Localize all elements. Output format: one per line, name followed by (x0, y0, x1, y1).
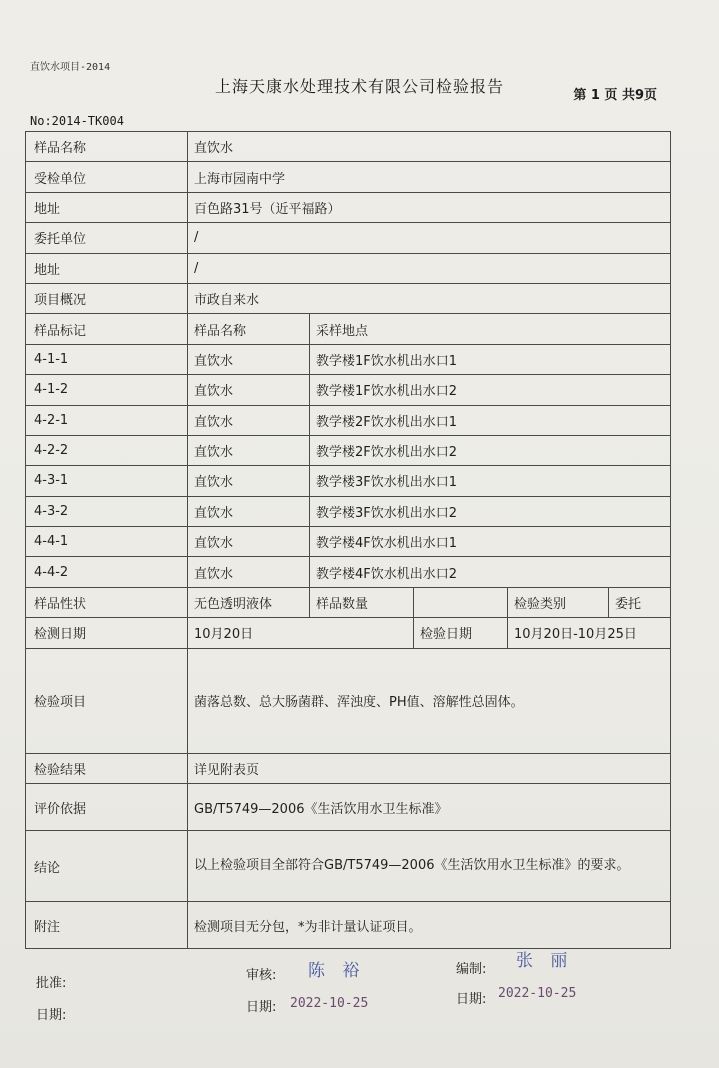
row-basis (26, 784, 671, 831)
sample-mark: 4-3-2 (26, 496, 188, 526)
compile-label: 编制: (456, 962, 487, 977)
row-client (26, 223, 671, 253)
sample-row (26, 496, 671, 526)
test-date-label: 检测日期 (26, 618, 188, 648)
sample-row-name: 直饮水 (188, 435, 310, 465)
row-overview (26, 283, 671, 313)
remarks-label: 附注 (26, 902, 188, 949)
result-value: 详见附表页 (188, 753, 671, 783)
client-address-value: / (188, 253, 671, 283)
compile-date-label: 日期: (456, 992, 487, 1007)
overview-label: 项目概况 (26, 283, 188, 313)
conclusion-label: 结论 (26, 831, 188, 902)
row-remarks (26, 902, 671, 949)
row-conclusion (26, 831, 671, 902)
address-value: 百色路31号（近平福路） (188, 192, 671, 222)
sample-row (26, 466, 671, 496)
type-value: 委托 (609, 587, 671, 617)
appearance-value: 无色透明液体 (188, 587, 310, 617)
sample-mark: 4-2-1 (26, 405, 188, 435)
type-label: 检验类别 (508, 587, 609, 617)
sample-row-name: 直饮水 (188, 466, 310, 496)
row-sample-name (26, 132, 671, 162)
review-signature: 陈 裕 (308, 961, 366, 981)
review-date-label: 日期: (246, 1000, 277, 1015)
page-number: 第 1 页 共9页 (573, 88, 657, 103)
sample-mark: 4-3-1 (26, 466, 188, 496)
row-items (26, 648, 671, 753)
sample-location: 教学楼3F饮水机出水口1 (310, 466, 671, 496)
sample-row (26, 557, 671, 587)
sample-location: 教学楼4F饮水机出水口2 (310, 557, 671, 587)
client-label: 委托单位 (26, 223, 188, 253)
sample-row-name: 直饮水 (188, 375, 310, 405)
client-address-label: 地址 (26, 253, 188, 283)
review-label: 审核: (246, 968, 277, 983)
compile-date: 2022-10-25 (498, 986, 577, 1001)
inspect-date-label: 检验日期 (414, 618, 508, 648)
report-table (25, 131, 671, 949)
sample-mark: 4-4-1 (26, 527, 188, 557)
sample-row (26, 527, 671, 557)
inspected-unit-label: 受检单位 (26, 162, 188, 192)
approve-date-label: 日期: (36, 1008, 67, 1023)
basis-value: GB/T5749—2006《生活饮用水卫生标准》 (188, 784, 671, 831)
sample-mark: 4-2-2 (26, 435, 188, 465)
sample-table-header (26, 314, 671, 344)
header-name: 样品名称 (188, 314, 310, 344)
row-dates (26, 618, 671, 648)
sample-row-name: 直饮水 (188, 344, 310, 374)
sample-location: 教学楼1F饮水机出水口1 (310, 344, 671, 374)
sample-row (26, 344, 671, 374)
row-result (26, 753, 671, 783)
quantity-value (414, 587, 508, 617)
sample-row-name: 直饮水 (188, 527, 310, 557)
quantity-label: 样品数量 (310, 587, 414, 617)
sample-row (26, 375, 671, 405)
address-label: 地址 (26, 192, 188, 222)
row-client-address (26, 253, 671, 283)
sample-mark: 4-4-2 (26, 557, 188, 587)
sample-row-name: 直饮水 (188, 496, 310, 526)
header-location: 采样地点 (310, 314, 671, 344)
sample-row-name: 直饮水 (188, 557, 310, 587)
sample-row (26, 405, 671, 435)
row-inspected-unit (26, 162, 671, 192)
sample-name-value: 直饮水 (188, 132, 671, 162)
sample-location: 教学楼4F饮水机出水口1 (310, 527, 671, 557)
inspect-date-value: 10月20日-10月25日 (508, 618, 671, 648)
sample-location: 教学楼3F饮水机出水口2 (310, 496, 671, 526)
sample-mark: 4-1-2 (26, 375, 188, 405)
items-value: 菌落总数、总大肠菌群、浑浊度、PH值、溶解性总固体。 (188, 648, 671, 753)
appearance-label: 样品性状 (26, 587, 188, 617)
compile-signature: 张 丽 (516, 951, 574, 971)
approve-label: 批准: (36, 976, 67, 991)
conclusion-value: 以上检验项目全部符合GB/T5749—2006《生活饮用水卫生标准》的要求。 (188, 831, 671, 902)
sample-location: 教学楼1F饮水机出水口2 (310, 375, 671, 405)
row-appearance (26, 587, 671, 617)
report-number: No:2014-TK004 (30, 114, 124, 128)
basis-label: 评价依据 (26, 784, 188, 831)
report-title: 上海天康水处理技术有限公司检验报告 (214, 77, 504, 96)
result-label: 检验结果 (26, 753, 188, 783)
sample-location: 教学楼2F饮水机出水口2 (310, 435, 671, 465)
client-value: / (188, 223, 671, 253)
review-date: 2022-10-25 (290, 996, 369, 1011)
inspected-unit-value: 上海市园南中学 (188, 162, 671, 192)
sample-name-label: 样品名称 (26, 132, 188, 162)
sample-row-name: 直饮水 (188, 405, 310, 435)
sample-row (26, 435, 671, 465)
items-label: 检验项目 (26, 648, 188, 753)
test-date-value: 10月20日 (188, 618, 414, 648)
sample-mark: 4-1-1 (26, 344, 188, 374)
row-address (26, 192, 671, 222)
remarks-value: 检测项目无分包，*为非计量认证项目。 (188, 902, 671, 949)
corner-note: 直饮水项目-2014 (30, 62, 111, 73)
overview-value: 市政自来水 (188, 283, 671, 313)
sample-location: 教学楼2F饮水机出水口1 (310, 405, 671, 435)
header-mark: 样品标记 (26, 314, 188, 344)
